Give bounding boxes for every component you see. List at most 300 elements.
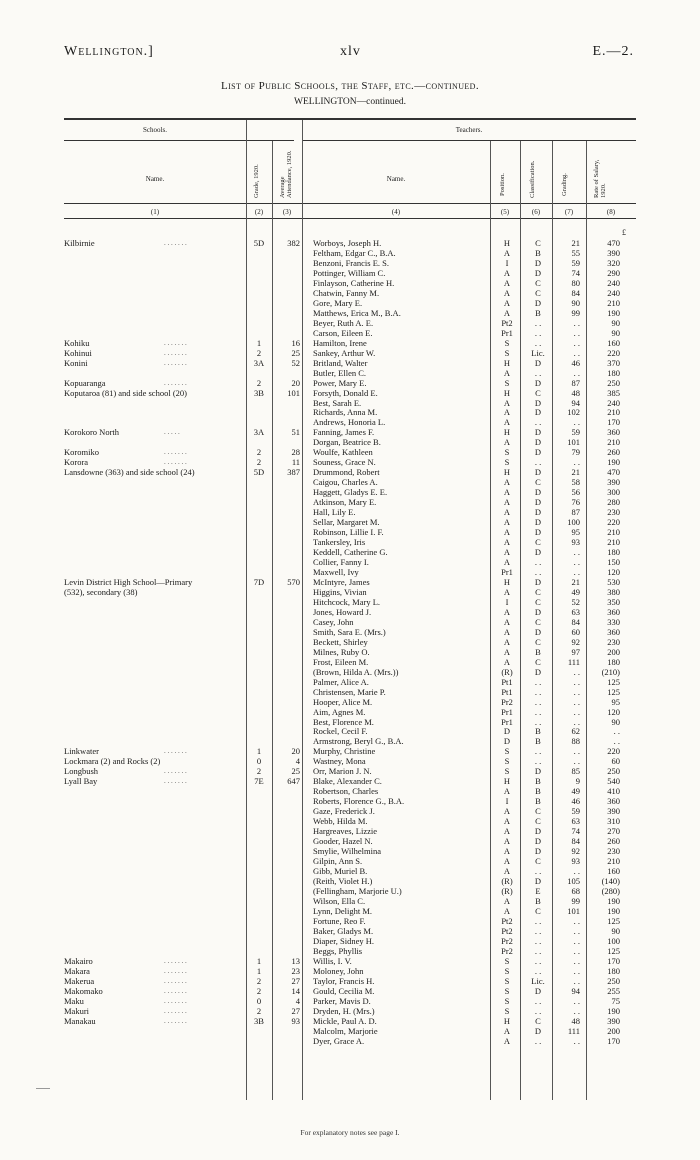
table-row: [64, 597, 636, 607]
table-row: [64, 358, 636, 368]
teacher-classification: D: [534, 357, 542, 368]
teacher-grading: . .: [573, 925, 580, 936]
teacher-grading: . .: [573, 935, 580, 946]
teacher-classification: D: [534, 1025, 542, 1036]
teacher-salary: 390: [607, 806, 620, 817]
teacher-salary: 170: [607, 955, 620, 966]
column-number-2: (2): [254, 208, 264, 216]
leader-dots: . . . . . . .: [164, 976, 187, 985]
table-row: [64, 587, 636, 597]
currency-symbol: £: [622, 228, 626, 237]
teacher-salary: 470: [607, 238, 620, 248]
teacher-grading: 94: [571, 397, 580, 408]
teacher-name: Robertson, Charles: [313, 786, 379, 797]
teacher-salary: (140): [601, 876, 620, 886]
teacher-name: Smylie, Wilhelmina: [313, 846, 381, 857]
teacher-classification: B: [535, 736, 541, 747]
table-row: [64, 238, 636, 248]
school-grade: 1: [256, 337, 262, 348]
teacher-classification: . .: [534, 706, 542, 717]
school-grade: 2: [256, 377, 262, 388]
teacher-position: A: [503, 846, 511, 857]
teacher-grading: 74: [571, 267, 580, 278]
school-name: Kilbirnie: [64, 238, 95, 248]
teacher-name: Beggs, Phyllis: [313, 945, 363, 956]
teacher-classification: D: [534, 377, 542, 388]
teacher-position: Pr2: [501, 696, 513, 707]
teacher-salary: 125: [607, 945, 620, 956]
school-grade: 2: [256, 1005, 262, 1016]
teacher-name: Hamilton, Irene: [313, 337, 367, 348]
position-header: Position.: [499, 173, 506, 196]
teacher-grading: 79: [571, 447, 580, 458]
teacher-name: Casey, John: [313, 616, 354, 627]
teacher-classification: D: [534, 876, 542, 886]
teacher-position: H: [503, 576, 511, 587]
leader-dots: . . . . . . .: [164, 986, 187, 995]
teacher-position: A: [503, 836, 511, 847]
teacher-position: D: [503, 726, 511, 737]
teacher-classification: B: [535, 646, 541, 657]
teacher-classification: C: [535, 1015, 541, 1026]
salary-header: Rate of Salary, 1920.: [593, 159, 607, 198]
teacher-position: A: [503, 407, 511, 418]
teacher-grading: . .: [573, 696, 580, 707]
teacher-name: Diaper, Sidney H.: [313, 935, 375, 946]
teacher-name: Smith, Sara E. (Mrs.): [313, 626, 386, 637]
school-grade: 2: [256, 975, 262, 986]
teacher-name: Hargreaves, Lizzie: [313, 826, 378, 837]
teacher-name: Robinson, Lillie I. F.: [313, 527, 384, 538]
teacher-grading: 93: [571, 856, 580, 867]
table-row: [64, 427, 636, 437]
teacher-grading: 88: [571, 736, 580, 747]
school-name: Lansdowne (363) and side school (24): [64, 467, 195, 478]
school-grade: 5D: [253, 238, 265, 248]
teacher-position: A: [503, 826, 511, 837]
teacher-grading: 84: [571, 287, 580, 298]
leader-dots: . . . . . . .: [164, 966, 187, 975]
teacher-name: Webb, Hilda M.: [313, 816, 368, 827]
teacher-position: S: [504, 995, 510, 1006]
teacher-classification: C: [535, 816, 541, 827]
school-grade: 7E: [254, 776, 264, 787]
teacher-position: A: [503, 616, 511, 627]
school-name: Makomako: [64, 985, 103, 996]
teacher-salary: 530: [607, 576, 620, 587]
teacher-position: Pt2: [501, 915, 513, 926]
teacher-name: Wilson, Ella C.: [313, 895, 366, 906]
teacher-salary: 540: [607, 776, 620, 787]
table-row: [64, 497, 636, 507]
teacher-salary: 220: [607, 517, 620, 528]
table-title: List of Public Schools, the Staff, etc.—continued.: [220, 80, 480, 92]
school-name: Makairo: [64, 955, 93, 966]
teacher-salary: 190: [607, 1005, 620, 1016]
teacher-grading: . .: [573, 965, 580, 976]
teacher-grading: . .: [573, 557, 580, 567]
teacher-classification: D: [534, 985, 542, 996]
teacher-salary: 385: [607, 387, 620, 398]
teacher-grading: 49: [571, 586, 580, 597]
teacher-position: A: [503, 586, 511, 597]
teacher-salary: 250: [607, 766, 620, 777]
teacher-salary: 390: [607, 477, 620, 488]
teacher-salary: 190: [607, 905, 620, 916]
teacher-position: A: [503, 656, 511, 667]
table-row: [64, 447, 636, 457]
teacher-grading: . .: [573, 706, 580, 717]
teacher-grading: . .: [573, 915, 580, 926]
school-attendance: 387: [287, 467, 300, 478]
teacher-classification: . .: [534, 686, 542, 697]
teacher-salary: 210: [607, 407, 620, 418]
teacher-position: A: [503, 507, 511, 518]
table-row: [64, 278, 636, 288]
table-row: [64, 856, 636, 866]
teacher-grading: 80: [571, 277, 580, 288]
leader-dots: . . . . . . .: [164, 777, 187, 786]
teacher-grading: 58: [571, 477, 580, 488]
table-subtitle: WELLINGTON—continued.: [294, 97, 406, 107]
school-attendance: 101: [287, 387, 300, 398]
teacher-name: Wastney, Mona: [313, 756, 366, 767]
teacher-name: Best, Sarah E.: [313, 397, 362, 408]
teacher-name: Dyer, Grace A.: [313, 1035, 365, 1046]
teacher-position: Pr1: [501, 327, 513, 338]
teacher-salary: 120: [607, 566, 620, 577]
teacher-name-header: Name.: [386, 175, 406, 183]
table-row: [64, 926, 636, 936]
table-row: [64, 437, 636, 447]
teacher-salary: 125: [607, 915, 620, 926]
teacher-salary: 180: [607, 547, 620, 558]
teacher-grading: . .: [573, 866, 580, 877]
teacher-grading: 84: [571, 616, 580, 627]
teacher-salary: 360: [607, 427, 620, 438]
table-row: [64, 677, 636, 687]
teacher-name: Drummond, Robert: [313, 467, 380, 478]
teacher-grading: 99: [571, 895, 580, 906]
teacher-grading: . .: [573, 756, 580, 767]
school-grade: 2: [256, 457, 262, 468]
teacher-grading: 97: [571, 646, 580, 657]
teacher-name: Feltham, Edgar C., B.A.: [313, 247, 396, 258]
teacher-position: A: [503, 1025, 511, 1036]
teacher-grading: 59: [571, 427, 580, 438]
teacher-name: Dryden, H. (Mrs.): [313, 1005, 375, 1016]
teacher-name: Maxwell, Ivy: [313, 566, 359, 577]
teacher-classification: C: [535, 238, 541, 248]
teacher-name: Malcolm, Marjorie: [313, 1025, 378, 1036]
teacher-grading: 94: [571, 985, 580, 996]
teacher-position: A: [503, 557, 511, 567]
table-row: [64, 637, 636, 647]
teacher-grading: . .: [573, 417, 580, 428]
teacher-salary: 120: [607, 706, 620, 717]
teacher-grading: 21: [571, 238, 580, 248]
teacher-classification: C: [535, 586, 541, 597]
table-row: [64, 906, 636, 916]
teacher-salary: 230: [607, 507, 620, 518]
teacher-name: Forsyth, Donald E.: [313, 387, 378, 398]
teacher-grading: 111: [567, 1025, 580, 1036]
teacher-name: Roberts, Florence G., B.A.: [313, 796, 405, 807]
teacher-salary: 75: [611, 995, 620, 1006]
table-row: [64, 836, 636, 846]
school-attendance: 25: [291, 347, 300, 358]
school-attendance: 4: [295, 995, 300, 1006]
school-attendance: 570: [287, 576, 300, 587]
teacher-position: S: [504, 1005, 510, 1016]
teacher-salary: 380: [607, 586, 620, 597]
table-row: [64, 976, 636, 986]
teacher-position: A: [503, 267, 511, 278]
teacher-salary: 90: [611, 327, 620, 338]
teacher-name: Orr, Marion J. N.: [313, 766, 372, 777]
table-row: [64, 617, 636, 627]
teacher-classification: . .: [534, 866, 542, 877]
teacher-salary: 200: [607, 1025, 620, 1036]
teacher-classification: C: [535, 477, 541, 488]
table-row: [64, 876, 636, 886]
teacher-name: Hooper, Alice M.: [313, 696, 373, 707]
school-name: Konini: [64, 357, 88, 368]
teacher-grading: 102: [567, 407, 580, 418]
teacher-position: A: [503, 1035, 511, 1046]
school-name: (532), secondary (38): [64, 586, 138, 597]
teacher-classification: B: [535, 776, 541, 787]
teacher-name: Worboys, Joseph H.: [313, 238, 382, 248]
teacher-name: Caigou, Charles A.: [313, 477, 378, 488]
leader-dots: . . . . . . .: [164, 338, 187, 347]
teacher-salary: 90: [611, 317, 620, 328]
teacher-name: Beyer, Ruth A. E.: [313, 317, 374, 328]
leader-dots: . . . . . . .: [164, 458, 187, 467]
column-number-6: (6): [531, 208, 541, 216]
teacher-grading: 87: [571, 377, 580, 388]
teacher-position: H: [503, 238, 511, 248]
table-row: [64, 786, 636, 796]
teacher-classification: . .: [534, 945, 542, 956]
teacher-classification: D: [534, 497, 542, 508]
footnote: For explanatory notes see page I.: [300, 1128, 400, 1137]
teacher-classification: B: [535, 895, 541, 906]
teacher-grading: 48: [571, 387, 580, 398]
teacher-classification: . .: [534, 915, 542, 926]
attendance-header: Average Attendance, 1920.: [279, 150, 293, 198]
teacher-name: Gooder, Hazel N.: [313, 836, 373, 847]
school-name: Lockmara (2) and Rocks (2): [64, 756, 161, 767]
teachers-group-header: Teachers.: [455, 126, 483, 134]
teacher-position: H: [503, 776, 511, 787]
teacher-classification: D: [534, 666, 542, 677]
school-name: Koputaroa (81) and side school (20): [64, 387, 187, 398]
teacher-position: Pt2: [501, 317, 513, 328]
teacher-position: A: [503, 397, 511, 408]
teacher-name: Moloney, John: [313, 965, 364, 976]
teacher-name: Benzoni, Francis E. S.: [313, 257, 390, 268]
teacher-position: A: [503, 247, 511, 258]
school-attendance: 20: [291, 746, 300, 757]
school-grade: 3B: [254, 387, 264, 398]
teacher-name: McIntyre, James: [313, 576, 370, 587]
teacher-position: A: [503, 287, 511, 298]
teacher-classification: C: [535, 287, 541, 298]
teacher-grading: . .: [573, 676, 580, 687]
table-row: [64, 1006, 636, 1016]
teacher-salary: 360: [607, 606, 620, 617]
school-name: Linkwater: [64, 746, 99, 757]
teacher-position: A: [503, 786, 511, 797]
teacher-classification: D: [534, 517, 542, 528]
teacher-grading: . .: [573, 457, 580, 468]
teacher-grading: . .: [573, 1035, 580, 1046]
teacher-salary: 125: [607, 676, 620, 687]
teacher-classification: D: [534, 487, 542, 498]
leader-dots: . . . . . . .: [164, 1016, 187, 1025]
margin-mark: [36, 1088, 50, 1089]
table-row: [64, 507, 636, 517]
teacher-salary: 470: [607, 467, 620, 478]
teacher-grading: . .: [573, 566, 580, 577]
table-row: [64, 407, 636, 417]
table-row: [64, 368, 636, 378]
teacher-salary: 160: [607, 866, 620, 877]
teacher-name: (Brown, Hilda A. (Mrs.)): [313, 666, 399, 677]
school-grade: 3B: [254, 1015, 264, 1026]
school-attendance: 382: [287, 238, 300, 248]
teacher-name: (Fellingham, Marjorie U.): [313, 885, 402, 896]
column-number-8: (8): [606, 208, 616, 216]
teacher-classification: . .: [534, 417, 542, 428]
teacher-classification: C: [535, 596, 541, 607]
school-grade: 3A: [253, 357, 265, 368]
teacher-classification: . .: [534, 935, 542, 946]
teacher-name: Aim, Agnes M.: [313, 706, 366, 717]
teacher-name: Gibb, Muriel B.: [313, 866, 368, 877]
school-name-header: Name.: [145, 175, 165, 183]
teacher-grading: 63: [571, 816, 580, 827]
teacher-grading: 99: [571, 307, 580, 318]
teacher-salary: 190: [607, 307, 620, 318]
table-row: [64, 298, 636, 308]
teacher-position: H: [503, 387, 511, 398]
teacher-grading: . .: [573, 945, 580, 956]
table-row: [64, 707, 636, 717]
column-number-5: (5): [500, 208, 510, 216]
teacher-salary: 370: [607, 357, 620, 368]
table-row: [64, 647, 636, 657]
school-grade: 2: [256, 447, 262, 458]
teacher-position: S: [504, 766, 510, 777]
teacher-salary: 190: [607, 895, 620, 906]
teacher-position: A: [503, 856, 511, 867]
teacher-grading: 101: [567, 437, 580, 448]
teacher-salary: . .: [613, 736, 620, 747]
teacher-grading: . .: [573, 746, 580, 757]
teacher-classification: . .: [534, 317, 542, 328]
teacher-name: Jones, Howard J.: [313, 606, 372, 617]
teacher-name: Blake, Alexander C.: [313, 776, 382, 787]
teacher-name: Murphy, Christine: [313, 746, 376, 757]
school-name: Korora: [64, 457, 89, 468]
teacher-classification: . .: [534, 327, 542, 338]
table-row: [64, 467, 636, 477]
table-row: [64, 318, 636, 328]
teacher-classification: C: [535, 656, 541, 667]
teacher-grading: . .: [573, 975, 580, 986]
teacher-name: Souness, Grace N.: [313, 457, 376, 468]
teacher-position: A: [503, 417, 511, 428]
table-row: [64, 766, 636, 776]
school-attendance: 27: [291, 975, 300, 986]
teacher-grading: 59: [571, 806, 580, 817]
teacher-name: Taylor, Francis H.: [313, 975, 375, 986]
teacher-grading: . .: [573, 327, 580, 338]
leader-dots: . . . . . . .: [164, 448, 187, 457]
teacher-name: Gould, Cecilia M.: [313, 985, 375, 996]
teacher-salary: 90: [611, 925, 620, 936]
table-row: [64, 487, 636, 497]
table-row: [64, 457, 636, 467]
table-row: [64, 398, 636, 408]
column-number-3: (3): [282, 208, 292, 216]
teacher-grading: 93: [571, 537, 580, 548]
teacher-grading: 48: [571, 1015, 580, 1026]
teacher-salary: 230: [607, 846, 620, 857]
teacher-salary: 280: [607, 497, 620, 508]
teacher-position: S: [504, 347, 510, 358]
teacher-salary: 230: [607, 636, 620, 647]
table-row: [64, 936, 636, 946]
teacher-salary: 180: [607, 367, 620, 378]
table-row: [64, 916, 636, 926]
teacher-grading: 100: [567, 517, 580, 528]
teacher-classification: . .: [534, 696, 542, 707]
teacher-grading: . .: [573, 347, 580, 358]
teacher-position: H: [503, 1015, 511, 1026]
school-attendance: 93: [291, 1015, 300, 1026]
teacher-position: S: [504, 746, 510, 757]
table-row: [64, 308, 636, 318]
teacher-salary: 330: [607, 616, 620, 627]
school-name: Lyall Bay: [64, 776, 98, 787]
column-header-rule: [64, 203, 636, 204]
table-row: [64, 378, 636, 388]
teacher-salary: 210: [607, 537, 620, 548]
teacher-classification: C: [535, 905, 541, 916]
teacher-grading: 84: [571, 836, 580, 847]
school-grade: 1: [256, 955, 262, 966]
teacher-classification: Lic.: [531, 347, 545, 358]
table-row: [64, 567, 636, 577]
teacher-name: Best, Florence M.: [313, 716, 374, 727]
teacher-salary: 60: [611, 756, 620, 767]
teacher-name: Mickle, Paul A. D.: [313, 1015, 377, 1026]
classification-header: Classification.: [529, 160, 536, 198]
teacher-salary: 240: [607, 277, 620, 288]
teacher-name: Hall, Lily E.: [313, 507, 356, 518]
teacher-classification: D: [534, 407, 542, 418]
teacher-position: S: [504, 985, 510, 996]
teacher-classification: . .: [534, 716, 542, 727]
school-grade: 1: [256, 965, 262, 976]
leader-dots: . . . . . . .: [164, 767, 187, 776]
teacher-position: I: [505, 596, 509, 607]
school-attendance: 25: [291, 766, 300, 777]
teacher-position: (R): [501, 666, 513, 677]
